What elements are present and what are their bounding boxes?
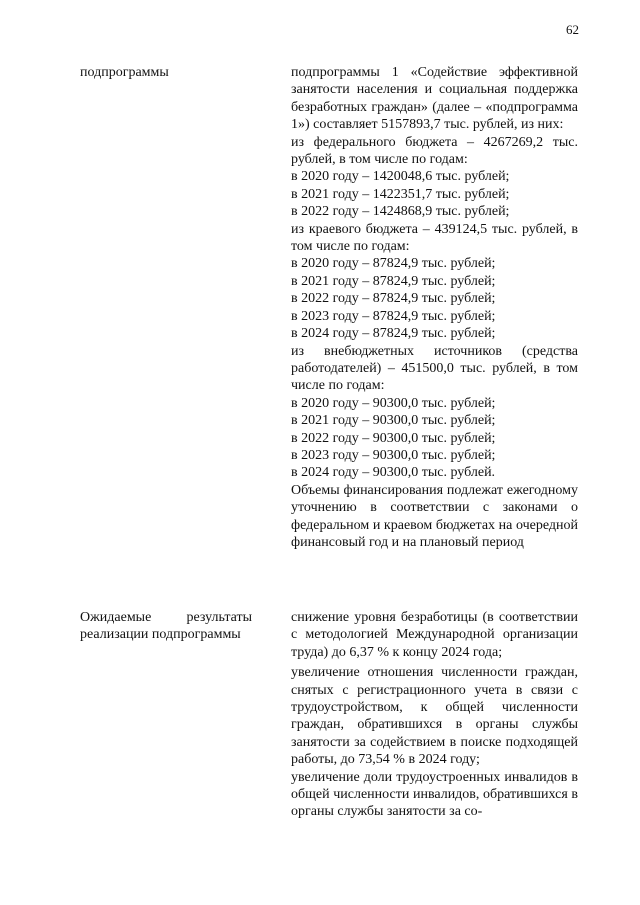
- regional-year-2022: в 2022 году – 87824,9 тыс. рублей;: [291, 291, 496, 307]
- results-text: [291, 609, 578, 821]
- financing-note: Объемы финансирования подлежат ежегодному уточнению в соответствии с законами о федеральном и краевом бюджетах на очередной финансовый год и на плановый период: [291, 482, 578, 550]
- regional-year-2021: в 2021 году – 87824,9 тыс. рублей;: [291, 273, 496, 289]
- federal-year-2022: в 2022 году – 1424868,9 тыс. рублей;: [291, 204, 510, 220]
- extra-year-2023: в 2023 году – 90300,0 тыс. рублей;: [291, 447, 496, 463]
- results-label: [80, 609, 252, 644]
- regional-year-2024: в 2024 году – 87824,9 тыс. рублей;: [291, 326, 496, 342]
- financing-label: подпрограммы: [80, 65, 169, 80]
- results-label-line1: Ожидаемые результаты: [80, 610, 252, 625]
- result-item: увеличение отношения численности граждан, снятых с регистрационного учета в связи с трудоустройством, к общей численности граждан, обратившихся в органы службы занятости за содействием в поиске подходящей работы, до 73,54 % в 2024 году;: [291, 665, 578, 768]
- extra-year-2024: в 2024 году – 90300,0 тыс. рублей.: [291, 465, 496, 481]
- result-item: увеличение доли трудоустроенных инвалидов в общей численности инвалидов, обратившихся в органы службы занятости за со-: [291, 769, 578, 820]
- extra-year-2022: в 2022 году – 90300,0 тыс. рублей;: [291, 430, 496, 446]
- financing-text: [291, 64, 578, 551]
- extra-budget-total: из внебюджетных источников (средства работодателей) – 451500,0 тыс. рублей, в том числе по годам:: [291, 343, 578, 394]
- regional-year-2023: в 2023 году – 87824,9 тыс. рублей;: [291, 308, 496, 324]
- regional-year-2020: в 2020 году – 87824,9 тыс. рублей;: [291, 256, 496, 272]
- financing-intro: подпрограммы 1 «Содействие эффективной занятости населения и социальная поддержка безработных граждан» (далее – «подпрограмма 1») составляет 5157893,7 тыс. рублей, из них:: [291, 65, 578, 133]
- page-number: 62: [566, 22, 579, 37]
- federal-total: из федерального бюджета – 4267269,2 тыс. рублей, в том числе по годам:: [291, 134, 578, 168]
- regional-total: из краевого бюджета – 439124,5 тыс. рублей, в том числе по годам:: [291, 221, 578, 255]
- result-item: снижение уровня безработицы (в соответствии с методологией Международной организации труда) до 6,37 % к концу 2024 года;: [291, 610, 578, 660]
- extra-year-2020: в 2020 году – 90300,0 тыс. рублей;: [291, 395, 496, 411]
- results-label-line2: реализации подпрограммы: [80, 627, 241, 643]
- federal-year-2021: в 2021 году – 1422351,7 тыс. рублей;: [291, 186, 510, 202]
- extra-year-2021: в 2021 году – 90300,0 тыс. рублей;: [291, 413, 496, 429]
- federal-year-2020: в 2020 году – 1420048,6 тыс. рублей;: [291, 169, 510, 185]
